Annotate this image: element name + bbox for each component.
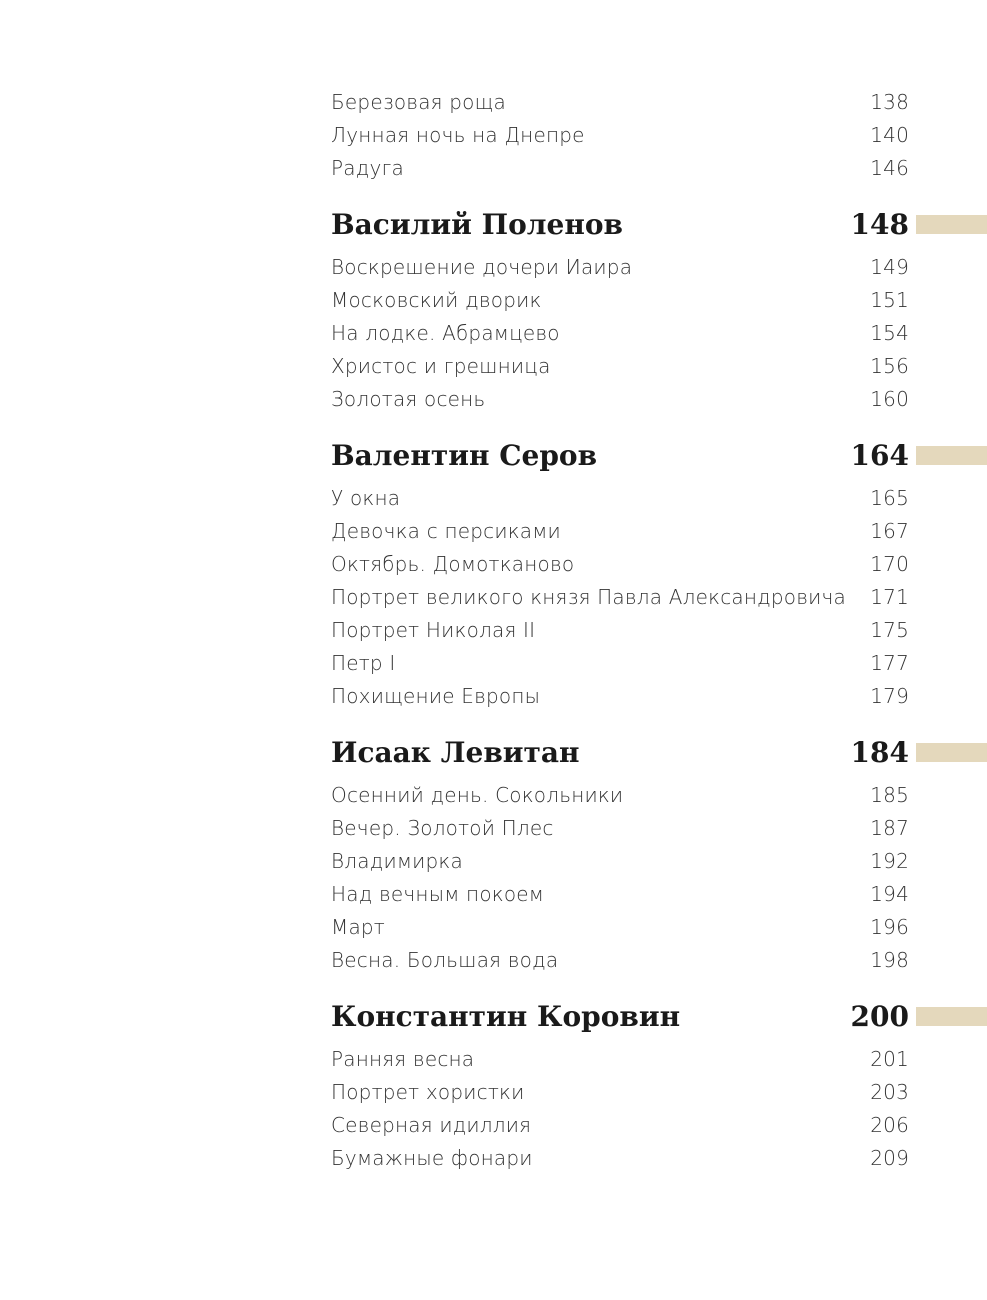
section-page-number: 200 [850, 1000, 909, 1033]
painting-title: Портрет хористки [331, 1080, 525, 1104]
entry-page-number: 198 [870, 948, 909, 972]
painting-title: Осенний день. Сокольники [331, 783, 624, 807]
toc-section [331, 995, 909, 1175]
painting-title: Золотая осень [331, 387, 486, 411]
entry-page-number: 160 [870, 387, 909, 411]
entry-page-number: 149 [870, 255, 909, 279]
toc-entry [331, 812, 909, 845]
toc-entry [331, 1043, 909, 1076]
painting-title: Ранняя весна [331, 1047, 475, 1071]
entry-page-number: 165 [870, 486, 909, 510]
entry-page-number: 201 [870, 1047, 909, 1071]
entry-page-number: 138 [870, 90, 909, 114]
painting-title: Лунная ночь на Днепре [331, 123, 585, 147]
section-page-number: 184 [850, 736, 909, 769]
entry-page-number: 156 [870, 354, 909, 378]
entry-page-number: 154 [870, 321, 909, 345]
section-heading [331, 995, 909, 1038]
entry-page-number: 175 [870, 618, 909, 642]
entry-page-number: 167 [870, 519, 909, 543]
toc-entry [331, 1142, 909, 1175]
toc-entry [331, 284, 909, 317]
entry-page-number: 179 [870, 684, 909, 708]
entry-page-number: 140 [870, 123, 909, 147]
toc-entry [331, 614, 909, 647]
painting-title: Похищение Европы [331, 684, 541, 708]
painting-title: Портрет великого князя Павла Александровича [331, 585, 847, 609]
entry-page-number: 192 [870, 849, 909, 873]
toc-entry [331, 647, 909, 680]
painting-title: Октябрь. Домотканово [331, 552, 575, 576]
painting-title: Март [331, 915, 385, 939]
toc-entry [331, 350, 909, 383]
toc-entry [331, 680, 909, 713]
section-tab-marker [916, 743, 987, 762]
toc-entry [331, 1076, 909, 1109]
toc-section [331, 731, 909, 977]
toc-entry [331, 152, 909, 185]
entry-page-number: 177 [870, 651, 909, 675]
toc-section [331, 203, 909, 416]
entry-page-number: 171 [870, 585, 909, 609]
painting-title: Березовая роща [331, 90, 506, 114]
painting-title: Московский дворик [331, 288, 542, 312]
toc-entry [331, 548, 909, 581]
entry-page-number: 185 [870, 783, 909, 807]
section-heading [331, 434, 909, 477]
toc-entry [331, 581, 909, 614]
section-heading [331, 731, 909, 774]
painting-title: Вечер. Золотой Плес [331, 816, 554, 840]
painting-title: Христос и грешница [331, 354, 551, 378]
toc-entry [331, 86, 909, 119]
section-tab-marker [916, 215, 987, 234]
painting-title: Радуга [331, 156, 404, 180]
painting-title: Весна. Большая вода [331, 948, 559, 972]
section-tab-marker [916, 446, 987, 465]
section-page-number: 164 [850, 439, 909, 472]
section-page-number: 148 [850, 208, 909, 241]
entry-page-number: 196 [870, 915, 909, 939]
artist-name: Валентин Серов [331, 439, 598, 472]
table-of-contents [331, 86, 909, 1175]
painting-title: У окна [331, 486, 401, 510]
painting-title: Бумажные фонари [331, 1146, 533, 1170]
entry-page-number: 209 [870, 1146, 909, 1170]
entry-page-number: 187 [870, 816, 909, 840]
painting-title: Владимирка [331, 849, 463, 873]
toc-entry [331, 779, 909, 812]
toc-entry [331, 482, 909, 515]
entry-page-number: 206 [870, 1113, 909, 1137]
toc-entry [331, 1109, 909, 1142]
painting-title: Над вечным покоем [331, 882, 545, 906]
entry-page-number: 170 [870, 552, 909, 576]
painting-title: Воскрешение дочери Иаира [331, 255, 633, 279]
artist-name: Константин Коровин [331, 1000, 681, 1033]
entry-page-number: 203 [870, 1080, 909, 1104]
toc-entry [331, 878, 909, 911]
toc-entry [331, 251, 909, 284]
toc-section [331, 86, 909, 185]
entry-page-number: 146 [870, 156, 909, 180]
toc-entry [331, 515, 909, 548]
painting-title: Портрет Николая II [331, 618, 536, 642]
painting-title: Петр I [331, 651, 396, 675]
toc-entry [331, 845, 909, 878]
section-heading [331, 203, 909, 246]
toc-section [331, 434, 909, 713]
painting-title: Северная идиллия [331, 1113, 532, 1137]
toc-entry [331, 911, 909, 944]
entry-page-number: 151 [870, 288, 909, 312]
painting-title: Девочка с персиками [331, 519, 561, 543]
toc-entry [331, 317, 909, 350]
toc-entry [331, 119, 909, 152]
artist-name: Исаак Левитан [331, 736, 580, 769]
section-tab-marker [916, 1007, 987, 1026]
toc-entry [331, 383, 909, 416]
artist-name: Василий Поленов [331, 208, 623, 241]
toc-entry [331, 944, 909, 977]
painting-title: На лодке. Абрамцево [331, 321, 560, 345]
entry-page-number: 194 [870, 882, 909, 906]
